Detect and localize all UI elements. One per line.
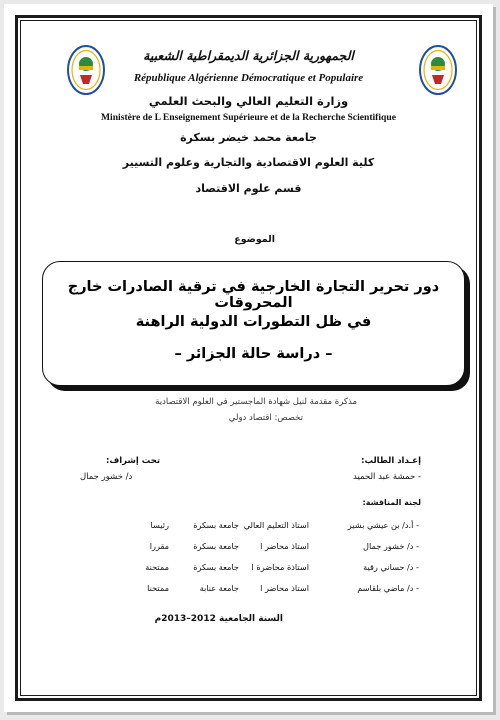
specialization: تخصص: اقتصاد دولي [228,413,303,423]
jury-member-rank: استاذ محاضر ا [260,583,309,593]
faculty-name: كلية العلوم الاقتصادية والتجارية وعلوم التسيير [122,156,375,169]
jury-member-name: - د/ حساني رقية [363,562,419,572]
title-line-2: في ظل التطورات الدولية الراهنة [135,314,372,330]
supervisor-label: تحت إشراف: [106,456,161,466]
jury-member-university: جامعة بسكرة [193,562,239,572]
student-label: إعـداد الطالب: [361,456,421,466]
jury-member-university: جامعة بسكرة [193,541,239,551]
jury-member-university: جامعة بسكرة [193,520,239,530]
subject-label: الموضوع [234,234,275,245]
jury-member-role: مقررا [149,541,169,551]
jury-label: لجنة المناقشة: [362,498,421,507]
jury-row [4,562,493,576]
academic-year: السنة الجامعية 2012–2013م [154,614,283,624]
jury-row [4,520,493,534]
student-name: - حمشة عبد الحميد [353,472,421,482]
document-page [4,4,493,712]
jury-row [4,583,493,597]
jury-member-role: ممتحنة [145,562,169,572]
jury-member-rank: استاذ محاضر ا [260,541,309,551]
jury-row [4,541,493,555]
title-line-3: – دراسة حالة الجزائر – [174,346,333,362]
title-line-1: دور تحرير التجارة الخارجية في ترقية الصادرات خارج المحروقات [67,279,440,311]
jury-member-rank: استاذة محاضرة ا [251,562,309,572]
ministry-french: Ministère de L Enseignement Supérieure et de la Recherche Scientifique [101,112,396,123]
jury-member-role: رئيسا [150,520,169,530]
jury-member-name: - أ.د/ بن عيشي بشير [347,520,419,530]
jury-member-name: - د/ ماضي بلقاسم [357,583,419,593]
title-box [42,261,465,386]
jury-member-rank: استاذ التعليم العالي [243,520,309,530]
jury-member-role: ممتحنا [147,583,169,593]
jury-member-name: - د/ خشور جمال [363,541,419,551]
university-name: جامعة محمد خيضر بسكرة [180,131,317,144]
jury-member-university: جامعة عنابة [199,583,239,593]
supervisor-name: د/ خشور جمال [80,472,133,482]
memoir-description: مذكرة مقدمة لنيل شهادة الماجستير في العلوم الاقتصادية [155,397,357,407]
republic-french: République Algérienne Démocratique et Populaire [133,72,364,84]
ministry-arabic: وزارة التعليم العالي والبحث العلمي [148,94,349,108]
republic-arabic: الجمهورية الجزائرية الديمقراطية الشعبية [143,48,354,63]
department-name: قسم علوم الاقتصاد [195,182,302,195]
